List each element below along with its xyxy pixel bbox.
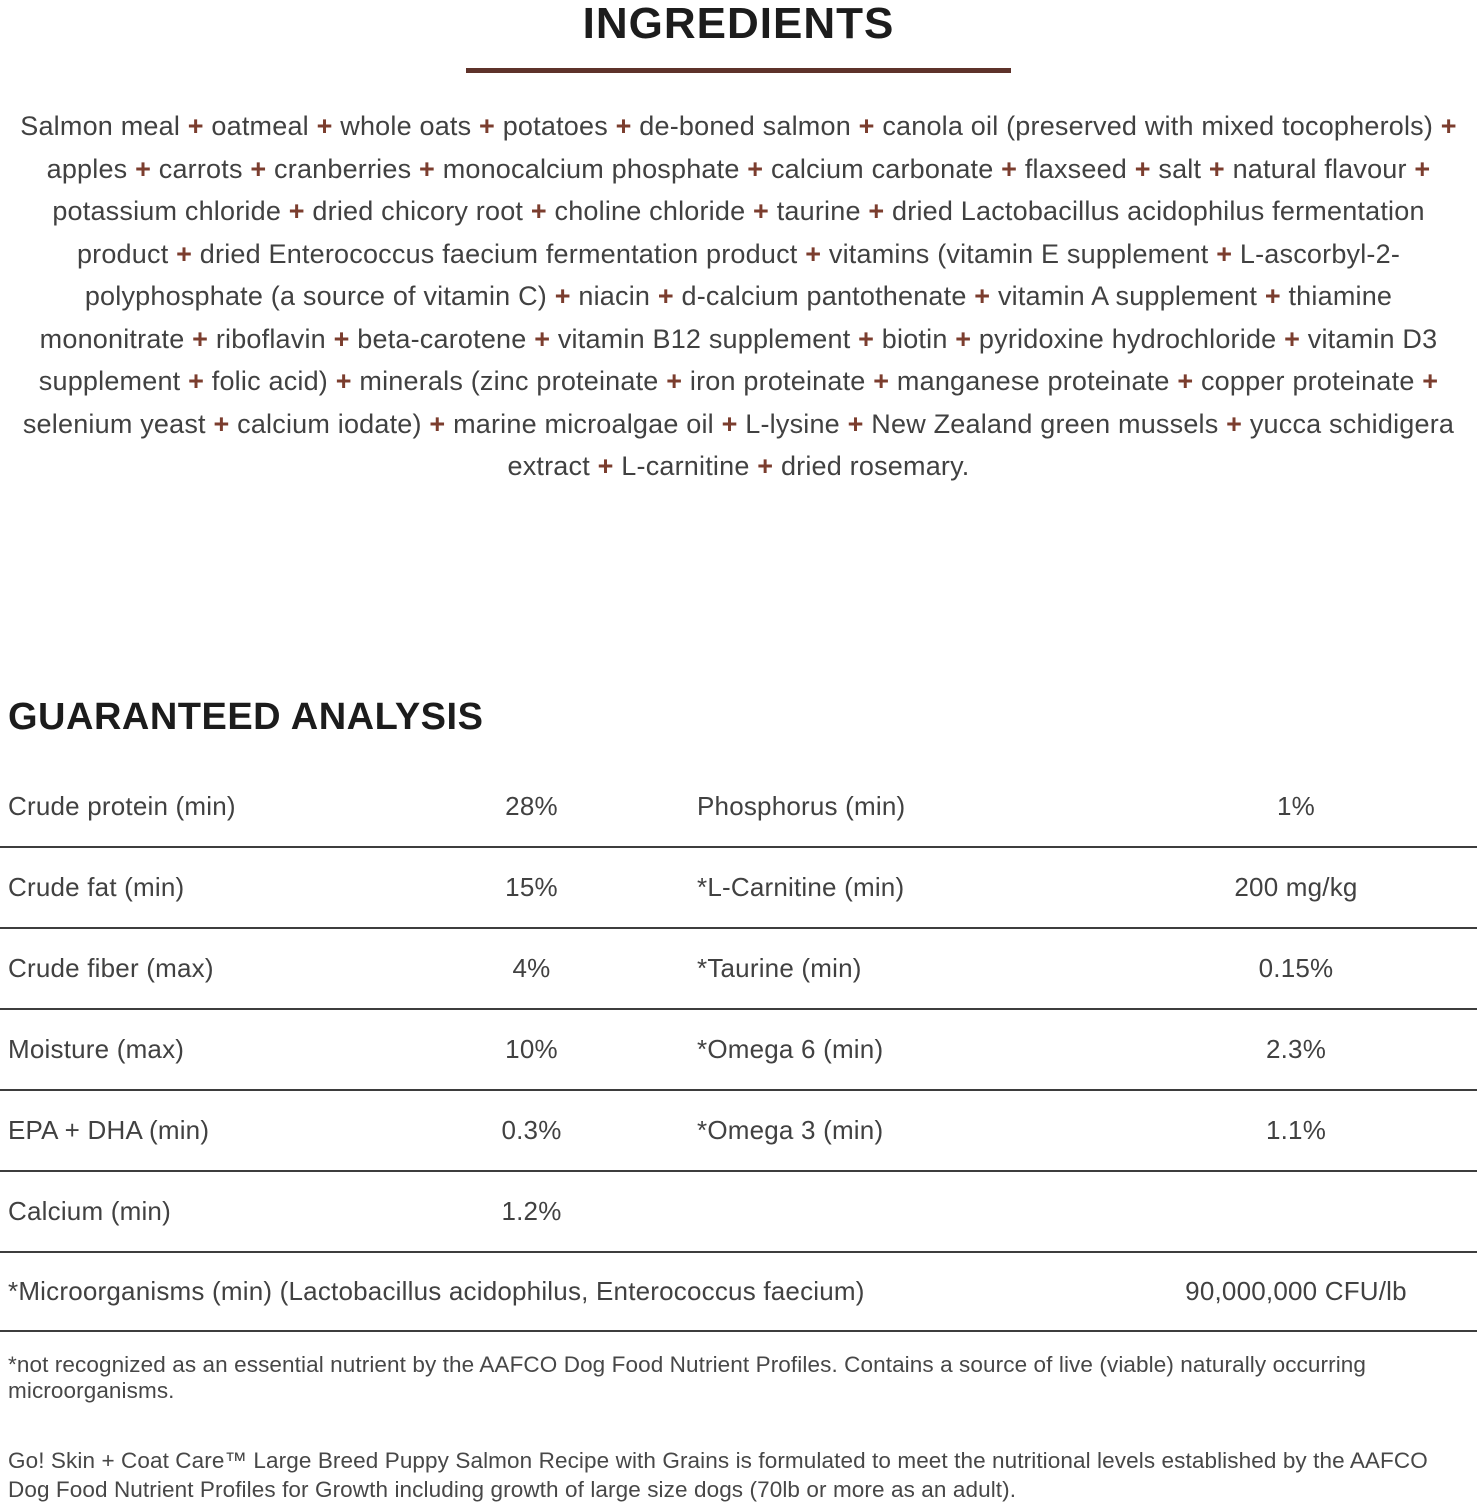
plus-separator: + xyxy=(530,196,547,226)
nutrient-label: Calcium (min) xyxy=(8,1196,171,1227)
ingredient-item: carrots xyxy=(158,153,243,184)
nutrient-value: 10% xyxy=(505,1034,558,1065)
ingredient-item: vitamin B12 supplement xyxy=(557,323,851,354)
aafco-formulation-statement: Go! Skin + Coat Care™ Large Breed Puppy Salmon Recipe with Grains is formulated to meet the nutritional levels established by the AAFCO Dog Food Nutrient Profiles for Growth including growth of large size dogs (70lb or more as an adult). xyxy=(8,1448,1428,1503)
guaranteed-analysis-table xyxy=(0,767,1477,1253)
plus-separator: + xyxy=(615,111,632,141)
analysis-row xyxy=(0,1010,1477,1091)
ingredient-item: calcium iodate) xyxy=(237,408,422,439)
plus-separator: + xyxy=(858,323,875,354)
plus-separator: + xyxy=(213,408,230,439)
nutrient-label: Crude protein (min) xyxy=(8,791,236,822)
nutrient-label: Crude fiber (max) xyxy=(8,953,214,984)
ingredient-item: oatmeal xyxy=(211,111,309,141)
ingredient-item: riboflavin xyxy=(215,323,326,354)
plus-separator: + xyxy=(847,408,864,439)
nutrient-label: Phosphorus (min) xyxy=(697,791,906,822)
ingredients-paragraph xyxy=(0,105,1477,488)
ingredient-item: minerals (zinc proteinate xyxy=(359,366,659,396)
plus-separator: + xyxy=(974,281,991,311)
plus-separator: + xyxy=(1226,408,1243,439)
ingredient-item: choline chloride xyxy=(554,196,746,226)
guaranteed-analysis-title: GUARANTEED ANALYSIS xyxy=(8,695,484,738)
plus-separator: + xyxy=(250,153,267,184)
plus-separator: + xyxy=(721,408,738,439)
ingredient-item: whole oats xyxy=(340,111,472,141)
ingredient-item: niacin xyxy=(578,281,651,311)
ingredient-item: potatoes xyxy=(502,111,608,141)
ingredient-item: de-boned salmon xyxy=(639,111,851,141)
ingredient-item: d-calcium pantothenate xyxy=(681,281,967,311)
plus-separator: + xyxy=(805,238,822,269)
ingredient-item: L-carnitine xyxy=(621,451,750,481)
ingredient-item: monocalcium phosphate xyxy=(442,153,740,184)
plus-separator: + xyxy=(479,111,496,141)
ingredient-item: beta-carotene xyxy=(357,323,527,354)
ingredient-item: L-lysine xyxy=(745,408,840,439)
ingredient-item: dried chicory root xyxy=(312,196,524,226)
plus-separator: + xyxy=(534,323,551,354)
ingredient-item: thiamine mononitrate xyxy=(39,281,1393,354)
plus-separator: + xyxy=(1208,153,1225,184)
ingredient-item: pyridoxine hydrochloride xyxy=(978,323,1277,354)
analysis-row xyxy=(0,1172,1477,1253)
nutrient-value: 15% xyxy=(505,872,558,903)
nutrient-value: 1.1% xyxy=(1265,1115,1327,1146)
plus-separator: + xyxy=(1001,153,1018,184)
nutrient-label: Crude fat (min) xyxy=(8,872,185,903)
ingredient-item: marine microalgae oil xyxy=(453,408,714,439)
ingredient-item: Salmon meal xyxy=(20,111,181,141)
nutrient-value: 2.3% xyxy=(1265,1034,1327,1065)
ingredient-item: apples xyxy=(46,153,128,184)
ingredient-item: cranberries xyxy=(274,153,412,184)
plus-separator: + xyxy=(955,323,972,354)
analysis-row xyxy=(0,767,1477,848)
plus-separator: + xyxy=(335,366,352,396)
ingredient-item: potassium chloride xyxy=(52,196,282,226)
plus-separator: + xyxy=(288,196,305,226)
ingredient-item: iron proteinate xyxy=(689,366,866,396)
plus-separator: + xyxy=(1177,366,1194,396)
plus-separator: + xyxy=(597,451,614,481)
ingredient-item: natural flavour xyxy=(1232,153,1407,184)
plus-separator: + xyxy=(187,111,204,141)
plus-separator: + xyxy=(757,451,774,481)
plus-separator: + xyxy=(1414,153,1431,184)
ingredient-item: flaxseed xyxy=(1024,153,1128,184)
plus-separator: + xyxy=(1422,366,1439,396)
nutrient-value: 1% xyxy=(1277,791,1315,822)
plus-separator: + xyxy=(429,408,446,439)
ingredient-item: biotin xyxy=(881,323,948,354)
analysis-row xyxy=(0,848,1477,929)
plus-separator: + xyxy=(747,153,764,184)
plus-separator: + xyxy=(858,111,875,141)
ingredient-item: manganese proteinate xyxy=(896,366,1170,396)
plus-separator: + xyxy=(1264,281,1281,311)
plus-separator: + xyxy=(135,153,152,184)
plus-separator: + xyxy=(192,323,209,354)
ingredient-item: folic acid) xyxy=(211,366,329,396)
title-underline xyxy=(466,68,1011,73)
analysis-row xyxy=(0,1091,1477,1172)
plus-separator: + xyxy=(316,111,333,141)
plus-separator: + xyxy=(1284,323,1301,354)
nutrient-label: *Taurine (min) xyxy=(697,953,862,984)
ingredient-item: dried Enterococcus faecium fermentation product xyxy=(199,238,798,269)
nutrient-value: 1.2% xyxy=(501,1196,562,1227)
nutrient-label: *Omega 6 (min) xyxy=(697,1034,884,1065)
plus-separator: + xyxy=(666,366,683,396)
analysis-row xyxy=(0,929,1477,1010)
microorganisms-label: *Microorganisms (min) (Lactobacillus acidophilus, Enterococcus faecium) xyxy=(8,1276,865,1307)
ingredient-item: selenium yeast xyxy=(22,408,206,439)
plus-separator: + xyxy=(657,281,674,311)
plus-separator: + xyxy=(873,366,890,396)
plus-separator: + xyxy=(753,196,769,226)
nutrient-label: EPA + DHA (min) xyxy=(8,1115,210,1146)
microorganisms-value: 90,000,000 CFU/lb xyxy=(1185,1276,1407,1307)
ingredient-item: taurine xyxy=(776,196,861,226)
nutrient-label: Moisture (max) xyxy=(8,1034,185,1065)
ingredient-item: dried rosemary. xyxy=(780,451,970,481)
ingredient-item: vitamin A supplement xyxy=(997,281,1258,311)
ingredient-item: canola oil (preserved with mixed tocopherols) xyxy=(882,111,1434,141)
nutrient-value: 4% xyxy=(512,953,551,984)
nutrient-value: 0.15% xyxy=(1258,953,1334,984)
ingredients-title: INGREDIENTS xyxy=(582,0,895,48)
plus-separator: + xyxy=(188,366,205,396)
plus-separator: + xyxy=(868,196,885,226)
aafco-footnote: *not recognized as an essential nutrient by the AAFCO Dog Food Nutrient Profiles. Contains a source of live (viable) naturally occurring microorganisms. xyxy=(8,1352,1367,1404)
plus-separator: + xyxy=(1216,238,1233,269)
nutrient-label: *Omega 3 (min) xyxy=(697,1115,884,1146)
plus-separator: + xyxy=(554,281,571,311)
ingredient-item: salt xyxy=(1158,153,1202,184)
nutrient-label: *L-Carnitine (min) xyxy=(697,872,905,903)
plus-separator: + xyxy=(419,153,435,184)
ingredient-item: L-ascorbyl-2-polyphosphate (a source of vitamin C) xyxy=(84,238,1401,311)
nutrient-value: 0.3% xyxy=(501,1115,562,1146)
ingredient-item: vitamin D3 supplement xyxy=(38,323,1438,396)
ingredient-item: dried Lactobacillus acidophilus fermentation product xyxy=(76,196,1425,269)
plus-separator: + xyxy=(1134,153,1151,184)
plus-separator: + xyxy=(176,238,193,269)
ingredient-item: New Zealand green mussels xyxy=(871,408,1219,439)
plus-separator: + xyxy=(1440,111,1457,141)
nutrient-value: 28% xyxy=(505,791,558,822)
analysis-row-microorganisms xyxy=(0,1253,1477,1332)
ingredient-item: vitamins (vitamin E supplement xyxy=(828,238,1209,269)
nutrient-value: 200 mg/kg xyxy=(1234,872,1358,903)
plus-separator: + xyxy=(333,323,350,354)
ingredient-item: yucca schidigera extract xyxy=(507,408,1455,481)
ingredient-item: calcium carbonate xyxy=(770,153,994,184)
ingredient-item: copper proteinate xyxy=(1200,366,1415,396)
